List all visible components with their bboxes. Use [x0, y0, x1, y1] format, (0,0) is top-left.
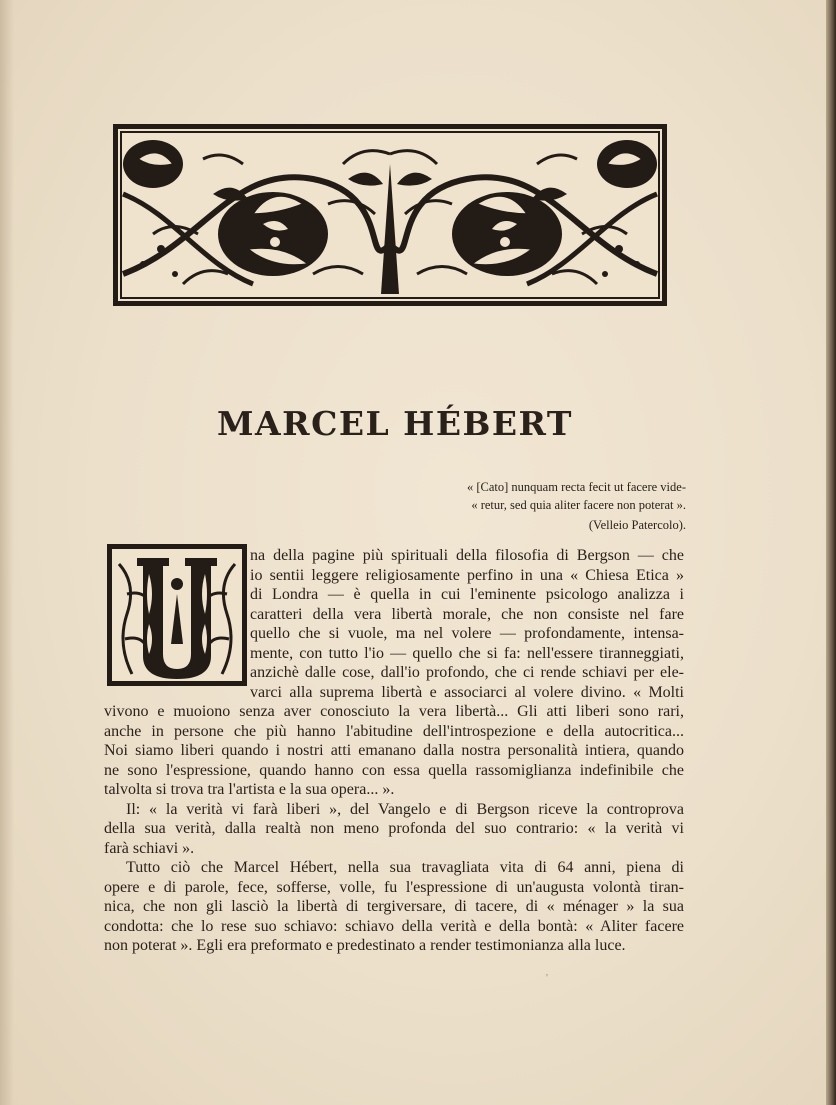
- article-body: [104, 546, 684, 956]
- body-line: Tutto ciò che Marcel Hébert, nella sua travagliata vita di 64 anni, piena di: [126, 859, 684, 876]
- body-line: io sentii leggere religiosamente perfino in una « Chiesa Etica »: [250, 566, 684, 584]
- body-line: Noi siamo liberi quando i nostri atti emanano dalla nostra personalità intiera, quando: [104, 742, 684, 759]
- body-line: talvolta si trova tra l'artista e la sua opera... ».: [104, 781, 395, 798]
- page-mark: ': [546, 972, 548, 984]
- body-line: quello che si vuole, ma nel volere — profondamente, intensa-: [250, 625, 684, 642]
- body-line: di Londra — è quella in cui l'eminente psicologo analizza i: [250, 586, 684, 603]
- body-line: farà schiavi ».: [104, 839, 195, 857]
- body-line: caratteri della vera libertà morale, che non consiste nel fare: [250, 605, 684, 623]
- page-title: MARCEL HÉBERT: [217, 404, 573, 444]
- body-line: ne sono l'espressione, quando hanno con essa quella rassomiglianza indefinibile che: [104, 761, 684, 779]
- body-line: nica, che non gli lasciò la libertà di tergiversare, di tacere, di « ménager » la sua: [104, 898, 684, 915]
- epigraph: [380, 478, 686, 534]
- body-line: anzichè dalle cose, dall'io profondo, che ci rende schiavi per ele-: [250, 664, 684, 681]
- body-line: Il: « la verità vi farà liberi », del Vangelo e di Bergson riceve la controprova: [126, 800, 684, 818]
- page-gutter-shadow: [0, 0, 14, 1105]
- epigraph-line: « [Cato] nunquam recta fecit ut facere vide-: [467, 480, 686, 494]
- body-line: vivono e muoiono senza aver conosciuto la vera libertà... Gli atti liberi sono rari,: [104, 703, 684, 720]
- floral-headband-ornament: [113, 124, 667, 306]
- body-line: della sua verità, dalla realtà non meno profonda del suo contrario: « la verità vi: [104, 820, 684, 837]
- body-line: opere e di parole, fece, sofferse, volle, fu l'espressione di un'augusta volontà tiran-: [104, 878, 684, 896]
- epigraph-source: (Velleio Patercolo).: [588, 518, 686, 532]
- drop-cap-letter: U: [177, 678, 178, 679]
- body-line: na della pagine più spirituali della filosofia di Bergson — che: [250, 547, 684, 564]
- body-line: non poterat ». Egli era preformato e predestinato a render testimonianza alla luce.: [104, 937, 626, 954]
- body-line: anche in persone che più hanno l'abitudine dell'introspezione e della autocritica...: [104, 722, 684, 740]
- body-line: varci alla suprema libertà e associarci al volere divino. « Molti: [250, 683, 684, 701]
- page-edge: [826, 0, 836, 1105]
- body-line: mente, con tutto l'io — quello che si fa: nell'essere tiranneggiati,: [250, 644, 684, 662]
- epigraph-line: « retur, sed quia aliter facere non poterat ».: [471, 498, 686, 512]
- body-line: condotta: che lo rese suo schiavo: schiavo della verità e della bontà: « Aliter facere: [104, 917, 684, 935]
